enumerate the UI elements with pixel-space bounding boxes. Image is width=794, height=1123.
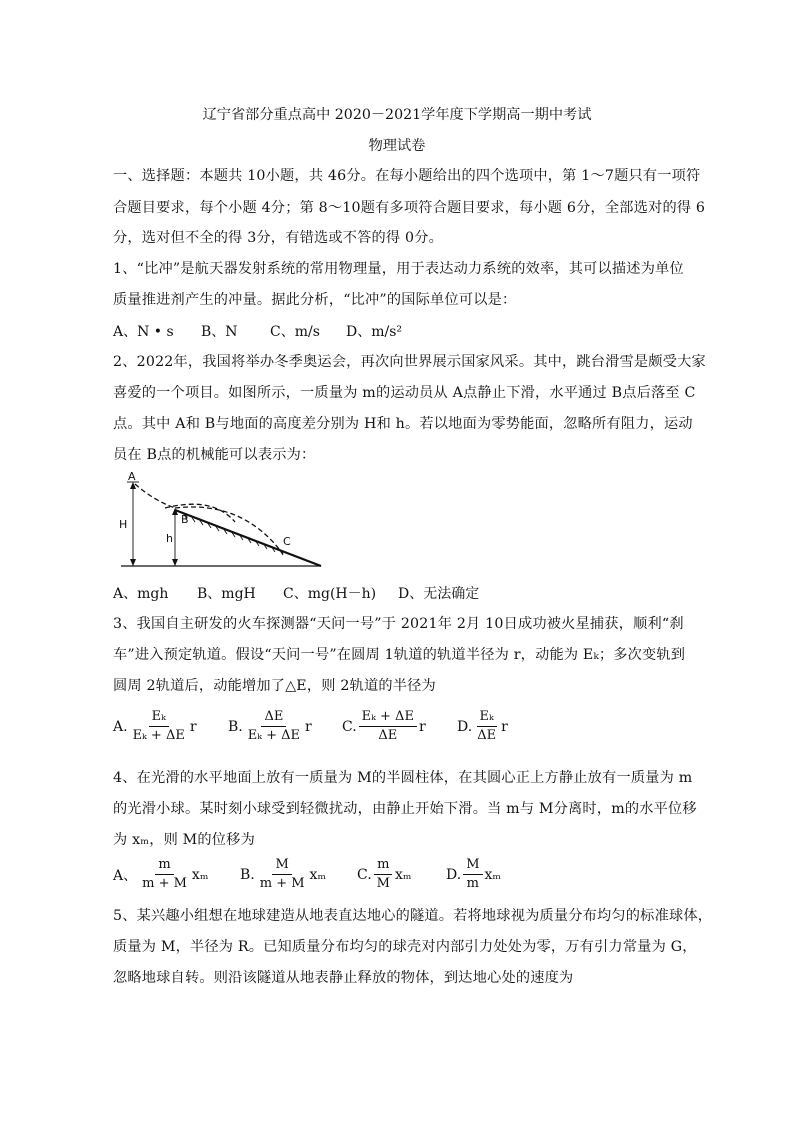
q4-option-d: D. $\frac{M}{m}$ xₘ bbox=[446, 857, 501, 891]
label-H: H bbox=[119, 518, 128, 531]
q5-text-line: 质量为 M，半径为 R。已知质量分布均匀的球壳对内部引力处处为零，万有引力常量为 G， bbox=[113, 939, 697, 955]
q1-option-d: D、m/s² bbox=[346, 324, 403, 340]
q4-text-line: 的光滑小球。某时刻小球受到轻微扰动，由静止开始下滑。当 m与 M分离时，m的水平位移 bbox=[113, 801, 697, 817]
q1-option-a: A、N • s bbox=[113, 324, 174, 340]
q5-text-line: 5、某兴趣小组想在地球建造从地表直达地心的隧道。若将地球视为质量分布均匀的标准球体， bbox=[113, 908, 713, 924]
q4-option-b: B. $\frac{M}{m + M}$ xₘ bbox=[240, 857, 327, 891]
arrow-head-icon bbox=[130, 559, 136, 566]
label-h: h bbox=[166, 532, 173, 545]
page-title: 辽宁省部分重点高中 2020－2021学年度下学期高一期中考试 bbox=[202, 107, 592, 123]
section-instructions-line: 合题目要求，每个小题 4分；第 8～10题有多项符合题目要求，每小题 6分，全部选对的得 6 bbox=[113, 200, 706, 216]
q1-option-c: C、m/s bbox=[270, 324, 320, 340]
q3-text-line: 3、我国自主研发的火车探测器“天问一号”于 2021年 2月 10日成功被火星捕获，顺利“刹 bbox=[113, 616, 684, 632]
page-subtitle: 物理试卷 bbox=[368, 138, 426, 154]
q1-option-b: B、N bbox=[201, 324, 238, 340]
label-a: A bbox=[128, 470, 136, 483]
q3-option-c: C. $\frac{\text{Eₖ + ΔE}}{\Delta E}$ r bbox=[342, 709, 426, 743]
trajectory-ab bbox=[135, 484, 175, 508]
section-instructions-line: 分，选对但不全的得 3分，有错选或不答的得 0分。 bbox=[113, 230, 444, 246]
q2-option-c: C、mg(H－h) bbox=[283, 586, 377, 602]
arrow-head-icon bbox=[130, 482, 136, 489]
arrow-head-icon bbox=[172, 559, 178, 566]
ski-jump-figure bbox=[113, 470, 328, 580]
q4-option-c: C. $\frac{m}{M}$ xₘ bbox=[357, 857, 412, 891]
q3-text-line: 圆周 2轨道后，动能增加了△E，则 2轨道的半径为 bbox=[113, 678, 436, 694]
q1-text-line: 质量推进剂产生的冲量。据此分析，“比冲”的国际单位可以是： bbox=[113, 292, 517, 308]
q4-option-a: A、 $\frac{m}{m + M}$ xₘ bbox=[113, 857, 209, 891]
q1-text-line: 1、“比冲”是航天器发射系统的常用物理量，用于表达动力系统的效率，其可以描述为单位 bbox=[113, 261, 684, 277]
q2-option-a: A、mgh bbox=[113, 586, 169, 602]
q2-option-d: D、无法确定 bbox=[398, 586, 480, 602]
q5-text-line: 忽略地球自转。则沿该隧道从地表静止释放的物体，到达地心处的速度为 bbox=[113, 970, 574, 986]
q2-option-b: B、mgH bbox=[197, 586, 256, 602]
q2-text-line: 2、2022年，我国将举办冬季奥运会，再次向世界展示国家风采。其中，跳台滑雪是颇受大家 bbox=[113, 354, 706, 370]
label-b: B bbox=[181, 513, 189, 526]
label-c: C bbox=[283, 535, 291, 548]
q3-option-d: D. $\frac{\text{Eₖ}}{\Delta E}$ r bbox=[457, 709, 508, 743]
q4-text-line: 为 xₘ，则 M的位移为 bbox=[113, 832, 255, 848]
q3-option-b: B. $\frac{\Delta E}{\text{Eₖ + ΔE}}$ r bbox=[228, 709, 312, 743]
q2-text-line: 点。其中 A和 B与地面的高度差分别为 H和 h。若以地面为零势能面，忽略所有阻力，运动 bbox=[113, 416, 693, 432]
q3-option-a: A. $\frac{\text{Eₖ}}{\text{Eₖ + ΔE}}$ r bbox=[113, 709, 197, 743]
q2-text-line: 员在 B点的机械能可以表示为： bbox=[113, 447, 316, 463]
section-instructions-line: 一、选择题：本题共 10小题，共 46分。在每小题给出的四个选项中，第 1～7题只有一项符 bbox=[113, 168, 701, 184]
q3-text-line: 车”进入预定轨道。假设“天问一号”在圆周 1轨道的轨道半径为 r，动能为 Eₖ；多次变轨到 bbox=[113, 647, 686, 663]
q2-text-line: 喜爱的一个项目。如图所示，一质量为 m的运动员从 A点静止下滑，水平通过 B点后落至 C bbox=[113, 385, 696, 401]
q4-text-line: 4、在光滑的水平地面上放有一质量为 M的半圆柱体，在其圆心正上方静止放有一质量为 m bbox=[113, 770, 693, 786]
